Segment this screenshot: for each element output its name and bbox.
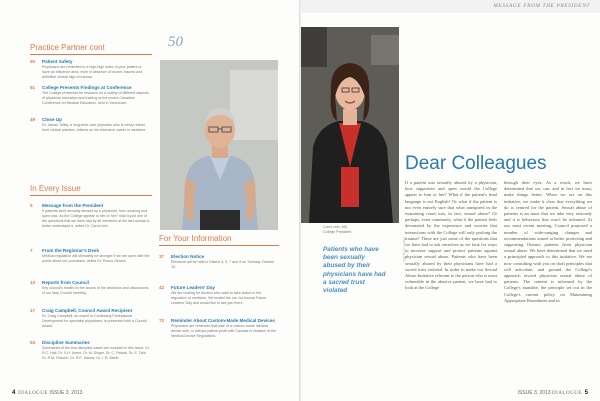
article-headline: Dear Colleagues: [405, 153, 547, 174]
toc-entry-desc: Physicians are reminded to a high-high index of your patient or have an influence area, even in absence of known, trauma and definitive clinical sign of trauma.: [42, 65, 143, 79]
caption-name: Carol Leet, MD: [323, 225, 348, 229]
toc-entry-number: 49: [30, 117, 36, 122]
toc-entry-desc: Dr. Craig Campbell, an expert in Continuing Professional Development for specialist physicians, is presented with a Council Award.: [42, 314, 147, 328]
toc-entry-number: 7: [30, 248, 33, 253]
toc-entry-title: Close Up: [42, 117, 62, 122]
for-your-information-heading: For Your Information: [159, 234, 232, 243]
toc-entry-desc: The College presented its research on a variety of different aspects of physician education and training at the recent Canadian Conference on Medical Education, held in Vancouver.: [42, 91, 149, 105]
publication-name: DIALOGUE: [552, 391, 582, 396]
toc-entry-number: 51: [30, 85, 36, 90]
article-column-2: [504, 180, 592, 392]
toc-entry-desc: Summaries of the five discipline cases are included in this issue: Dr. R.C. Hall, Dr. S.H. Amed, Dr. M. Singer, Dr. C. Peslak, Dr. E. Tahl, Dr. R.M. Flanner, Dr. R.E. Hanna, Dr. L.R. Marie.: [42, 346, 150, 360]
toc-entry-title: From the Registrar's Desk: [42, 248, 100, 253]
photo-president: [301, 27, 399, 223]
left-footer: [12, 390, 82, 396]
toc-entry-number: 53: [30, 340, 36, 345]
photo-male-physician: [160, 60, 278, 230]
toc-entry-number: 17: [30, 308, 36, 313]
toc-entry-number: 72: [159, 318, 165, 323]
toc-entry-desc: Elections will be held in District 4, 5, 7 and 9 on Tuesday October 15.: [171, 260, 275, 269]
toc-entry-title: Craig Campbell, Council Award Recipient: [42, 308, 133, 313]
article-column-1: [405, 180, 497, 392]
big-page-number: 50: [168, 34, 183, 50]
right-page: [301, 0, 600, 401]
publication-name: DIALOGUE: [18, 391, 48, 396]
photo-president-art: [301, 27, 399, 223]
toc-entry-title: Patient Safety: [42, 59, 73, 64]
toc-entry-desc: If patients were sexually abused by a physician, how uncaring and open was. As the College appear to him or her? Vital is just one of the questions that we have had by all members at the last annual to better understand it, writes Dr. Carol Leet.: [42, 209, 150, 228]
toc-entry-title: Reminder About Custom-Made Medical Devices: [171, 318, 275, 323]
right-footer: [518, 390, 588, 396]
section-rule: [30, 195, 152, 196]
toc-entry-title: Future Leaders' Day: [171, 285, 215, 290]
toc-entry-desc: Medical regulation will ultimately be stronger if we are open with the public about our processes, writes Dr. Rocco Gerace.: [42, 254, 150, 263]
in-every-issue-heading: In Every Issue: [30, 184, 81, 193]
pull-quote: Patients who have been sexually abused by their physicians have had a sacred trust violated: [323, 246, 386, 295]
toc-entry-desc: Key council's health on the issues of the decisions and discussions of our May Council meeting.: [42, 286, 149, 295]
article-column-1-text: If a patient was sexually abused by a physician, how supportive and open would the College appear to him or her? What if the patient's final language is not English? Or what if the patient is not even entirely sure that what transpired in the examining room was, in fact, sexual abuse? Or perhaps, even commonly, what if the patient feels devastated by the experience and worries that interactions with the College will only prolong the trauma? These are just some of the questions that we have had to ask ourselves as we look for ways to increase support and protect patients against physician sexual abuse. Patients who have been sexually abused by their physicians have had a sacred trust violated. In order to make our Sexual Abuse Initiative relevant to the person who is most vulnerable in the abusive patient, we have had to look at the College: [405, 180, 497, 291]
toc-entry-number: 37: [159, 254, 165, 259]
left-page: [0, 0, 299, 401]
toc-entry-number: 42: [159, 285, 165, 290]
toc-entry-number: 50: [30, 59, 36, 64]
section-header: MESSAGE FROM THE PRESIDENT: [493, 3, 590, 9]
toc-entry-title: Discipline Summaries: [42, 340, 90, 345]
section-rule: [30, 54, 152, 55]
page-number: 4: [12, 390, 16, 396]
toc-entry-desc: Dr. James Talley, a long-term care physician who is newly retired from clinical practice, reflects on his extensive career in medicine.: [42, 123, 147, 132]
toc-entry-title: College Presents Findings at Conference: [42, 85, 132, 90]
section-rule: [159, 245, 279, 246]
issue-label: ISSUE 3, 2013: [517, 390, 551, 396]
toc-entry-title: Message from the President: [42, 203, 104, 208]
toc-entry-desc: We are looking for doctors who want to take action in the regulation of medicine. We invited the our 1st Annual Future Leaders' Day and would like to see you there.: [171, 291, 267, 305]
photo-credit: PHOTO: F. LOPEZ: [402, 236, 406, 262]
toc-entry-number: 13: [30, 280, 36, 285]
practice-partner-heading: Practice Partner cont: [30, 43, 105, 52]
photo-male-physician-art: [160, 60, 278, 230]
issue-label: ISSUE 3, 2013: [49, 390, 83, 396]
toc-entry-number: 5: [30, 203, 33, 208]
toc-entry-title: Election Notice: [171, 254, 205, 259]
page-number: 5: [584, 390, 588, 396]
photo-caption: [323, 225, 351, 235]
caption-role: College President: [323, 230, 352, 234]
toc-entry-desc: Physicians are reminded that sale of a custom-made medical device with, or without patient profit with Canada in violation of the Medical Device Regulations.: [171, 324, 277, 338]
toc-entry-title: Reports from Council: [42, 280, 89, 285]
article-column-2-text: through their eyes. As a result, we have determined that we, can, and in fact we must, make things better. When we act on this initiative, we make it clear that everything we do is centred for the patient. Sexual abuse of patients is an issue that we take very seriously and it is behaviour that won't be tolerated. At our most recent meeting, Council proposed a number of wide-ranging changes and recommendations aimed at better protecting and supporting Ontario patients from physician sexual abuse. We have determined that we need a principled approach to this initiative. We are now consulting with you on draft principles that will articulate, and ground the College's approach toward physician sexual abuse of patients. The content is informed by the College's mandate, the principle set out in the College's current policy on Maintaining Appropriate Boundaries and in: [504, 180, 592, 303]
